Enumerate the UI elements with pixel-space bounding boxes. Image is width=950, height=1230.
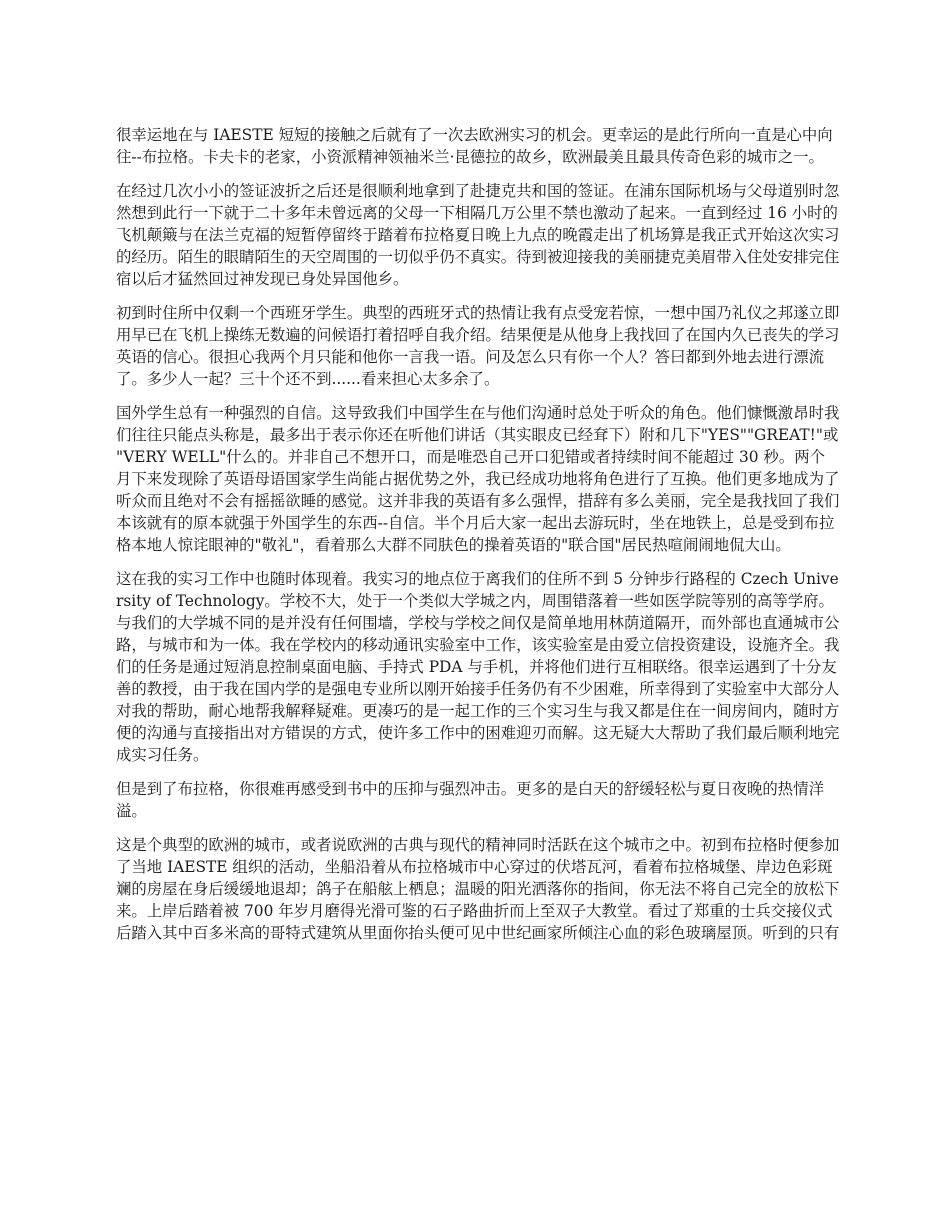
article-body xyxy=(116,124,840,956)
paragraph-1: 很幸运地在与 IAESTE 短短的接触之后就有了一次去欧洲实习的机会。更幸运的是此行所向一直是心中向往--布拉格。卡夫卡的老家，小资派精神领袖米兰·昆德拉的故乡，欧洲最美且最具传奇色彩的城市之一。 xyxy=(116,126,833,166)
paragraph-5: 这在我的实习工作中也随时体现着。我实习的地点位于离我们的住所不到 5 分钟步行路程的 Czech University of Technology。学校不大，处于一个类似大学城之内，周围错落着一些如医学院等别的高等学府。与我们的大学城不同的是并没有任何围墙，学校与学校之间仅是简单地用林荫道隔开，而外部也直通城市公路，与城市和为一体。我在学校内的移动通讯实验室中工作，该实验室是由爱立信投资建设，设施齐全。我们的任务是通过短消息控制桌面电脑、手持式 PDA 与手机，并将他们进行互相联络。很幸运遇到了十分友善的教授，由于我在国内学的是强电专业所以刚开始接手任务仍有不少困难，所幸得到了实验室中大部分人对我的帮助，耐心地帮我解释疑难。更凑巧的是一起工作的三个实习生与我又都是住在一间房间内，随时方便的沟通与直接指出对方错误的方式，使许多工作中的困难迎刃而解。这无疑大大帮助了我们最后顺利地完成实习任务。 xyxy=(116,570,840,764)
paragraph-3: 初到时住所中仅剩一个西班牙学生。典型的西班牙式的热情让我有点受宠若惊，一想中国乃礼仪之邦遂立即用早已在飞机上操练无数遍的问候语打着招呼自我介绍。结果便是从他身上我找回了在国内久已丧失的学习英语的信心。很担心我两个月只能和他你一言我一语。问及怎么只有你一个人？答曰都到外地去进行漂流了。多少人一起？三十个还不到......看来担心太多余了。 xyxy=(116,304,840,388)
paragraph-6: 但是到了布拉格，你很难再感受到书中的压抑与强烈冲击。更多的是白天的舒缓轻松与夏日夜晚的热情洋溢。 xyxy=(116,780,824,820)
paragraph-2: 在经过几次小小的签证波折之后还是很顺利地拿到了赴捷克共和国的签证。在浦东国际机场与父母道别时忽然想到此行一下就于二十多年未曾远离的父母一下相隔几万公里不禁也激动了起来。一直到经过 16 小时的飞机颠簸与在法兰克福的短暂停留终于踏着布拉格夏日晚上九点的晚霞走出了机场算是我正式开始这次实习的经历。陌生的眼睛陌生的天空周围的一切似乎仍不真实。待到被迎接我的美丽捷克美眉带入住处安排完住宿以后才猛然回过神发现已身处异国他乡。 xyxy=(116,182,840,288)
paragraph-4: 国外学生总有一种强烈的自信。这导致我们中国学生在与他们沟通时总处于听众的角色。他们慷慨激昂时我们往往只能点头称是，最多出于表示你还在听他们讲话（其实眼皮已经耷下）附和几下"YES""GREAT!"或 "VERY WELL"什么的。并非自己不想开口，而是唯恐自己开口犯错或者持续时间不能超过 30 秒。两个月下来发现除了英语母语国家学生尚能占据优势之外，我已经成功地将角色进行了互换。他们更多地成为了听众而且绝对不会有摇摇欲睡的感觉。这并非我的英语有多么强悍，措辞有多么美丽，完全是我找回了我们本该就有的原本就强于外国学生的东西--自信。半个月后大家一起出去游玩时，坐在地铁上，总是受到布拉格本地人惊诧眼神的"敬礼"，看着那么大群不同肤色的操着英语的"联合国"居民热喧闹闹地侃大山。 xyxy=(116,404,840,554)
paragraph-7: 这是个典型的欧洲的城市，或者说欧洲的古典与现代的精神同时活跃在这个城市之中。初到布拉格时便参加了当地 IAESTE 组织的活动，坐船沿着从布拉格城市中心穿过的伏塔瓦河，看着布拉格城堡、岸边色彩斑斓的房屋在身后缓缓地退却；鸽子在船舷上栖息；温暖的阳光洒落你的指间，你无法不将自己完全的放松下来。上岸后踏着被 700 年岁月磨得光滑可鉴的石子路曲折而上至双子大教堂。看过了郑重的士兵交接仪式后踏入其中百多米高的哥特式建筑从里面你抬头便可见中世纪画家所倾注心血的彩色玻璃屋顶。听到的只有 xyxy=(116,836,840,942)
